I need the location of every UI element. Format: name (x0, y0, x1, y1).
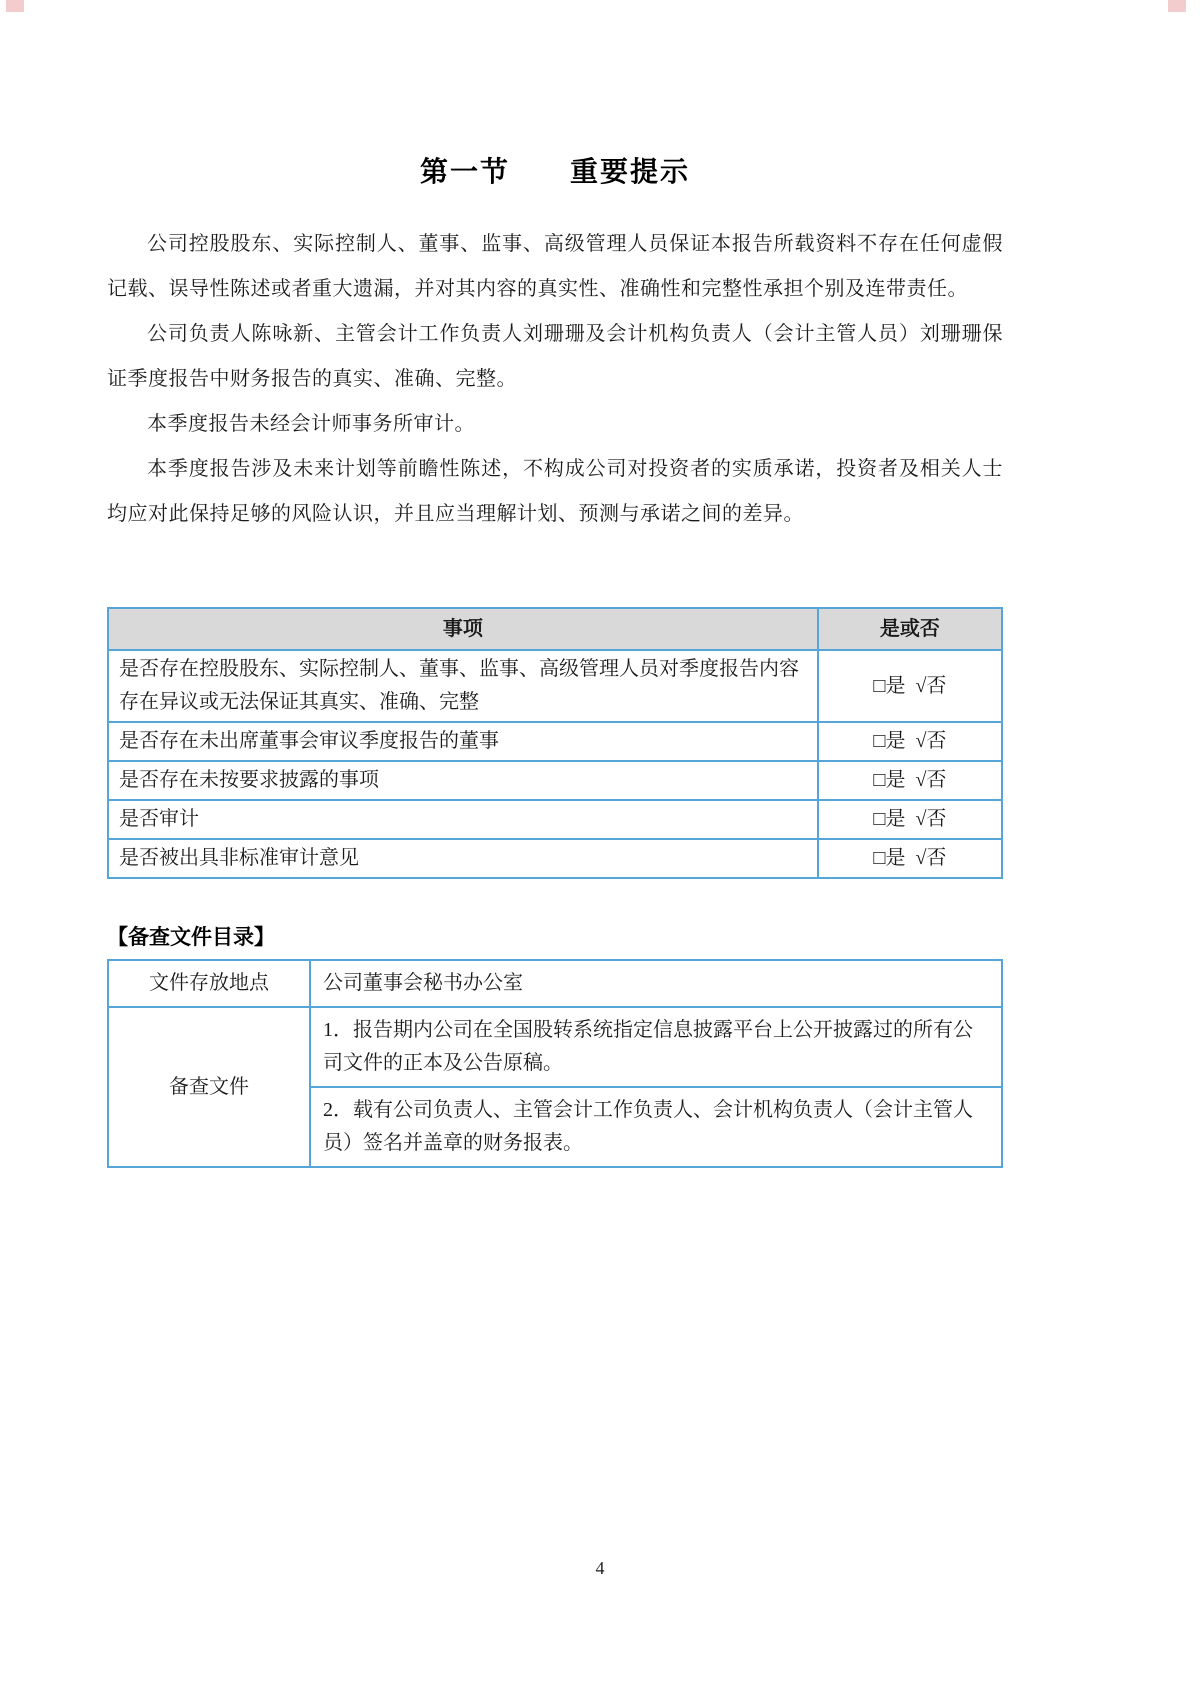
paragraph-forward-looking: 本季度报告涉及未来计划等前瞻性陈述，不构成公司对投资者的实质承诺，投资者及相关人士均应对此保持足够的风险认识，并且应当理解计划、预测与承诺之间的差异。 (107, 458, 1003, 525)
table-row (108, 722, 1002, 761)
intro-paragraphs (107, 222, 1003, 537)
documents-location-value: 公司董事会秘书办公室 (310, 960, 1002, 1007)
matter-answer: □是 √否 (818, 800, 1002, 839)
documents-table (107, 959, 1003, 1168)
table-row (108, 839, 1002, 878)
matters-table (107, 607, 1003, 879)
corner-mark-left (6, 0, 24, 12)
documents-location-label: 文件存放地点 (108, 960, 310, 1007)
matters-header-item: 事项 (108, 608, 818, 650)
matters-table-header-row (108, 608, 1002, 650)
corner-mark-right (1168, 0, 1186, 12)
paragraph-unaudited: 本季度报告未经会计师事务所审计。 (147, 413, 475, 435)
paragraph-guarantee: 公司控股股东、实际控制人、董事、监事、高级管理人员保证本报告所载资料不存在任何虚假记载、误导性陈述或者重大遗漏，并对其内容的真实性、准确性和完整性承担个别及连带责任。 (107, 233, 1003, 300)
section-title: 第一节 重要提示 (419, 156, 690, 187)
documents-directory-heading: 【备查文件目录】 (107, 926, 275, 949)
page-content (107, 0, 1003, 1168)
paragraph-responsibles: 公司负责人陈咏新、主管会计工作负责人刘珊珊及会计机构负责人（会计主管人员）刘珊珊保证季度报告中财务报告的真实、准确、完整。 (107, 323, 1003, 390)
document-item: 2．载有公司负责人、主管会计工作负责人、会计机构负责人（会计主管人员）签名并盖章的财务报表。 (310, 1087, 1002, 1167)
matter-answer: □是 √否 (818, 761, 1002, 800)
documents-label: 备查文件 (108, 1007, 310, 1167)
table-row (108, 761, 1002, 800)
table-row (108, 800, 1002, 839)
matter-answer: □是 √否 (818, 650, 1002, 722)
table-row (108, 960, 1002, 1007)
matter-item: 是否被出具非标准审计意见 (108, 839, 818, 878)
matter-item: 是否存在控股股东、实际控制人、董事、监事、高级管理人员对季度报告内容存在异议或无法保证其真实、准确、完整 (108, 650, 818, 722)
matter-answer: □是 √否 (818, 839, 1002, 878)
matters-header-yes-or-no: 是或否 (818, 608, 1002, 650)
document-item: 1．报告期内公司在全国股转系统指定信息披露平台上公开披露过的所有公司文件的正本及公告原稿。 (310, 1007, 1002, 1087)
table-row (108, 650, 1002, 722)
table-row (108, 1007, 1002, 1087)
matter-item: 是否审计 (108, 800, 818, 839)
matter-item: 是否存在未按要求披露的事项 (108, 761, 818, 800)
matter-answer: □是 √否 (818, 722, 1002, 761)
matter-item: 是否存在未出席董事会审议季度报告的董事 (108, 722, 818, 761)
page-number: 4 (595, 1558, 605, 1578)
